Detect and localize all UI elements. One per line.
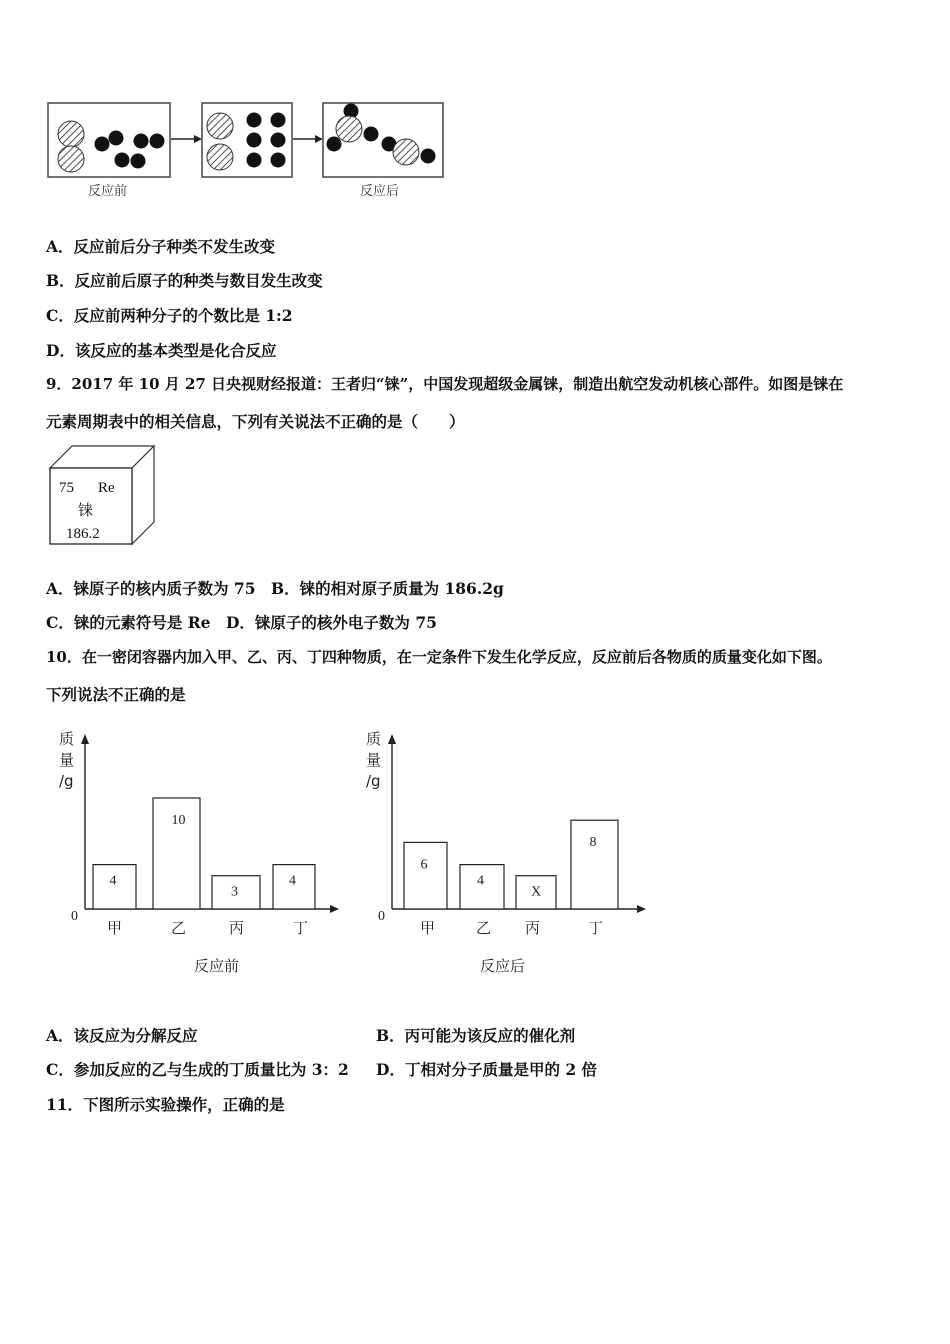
caption-after: 反应后 [360, 184, 400, 199]
hatched-atom [207, 113, 233, 139]
q10-option-a: A．该反应为分解反应 [46, 1026, 198, 1045]
y-axis-label: /g [366, 772, 381, 790]
bar-chart-before [55, 722, 355, 982]
black-atom [247, 133, 262, 148]
black-atom [247, 153, 262, 168]
element-mass: 186.2 [66, 526, 100, 542]
category-label: 丙 [525, 919, 541, 937]
intermediate-box [202, 103, 292, 177]
category-label: 丙 [229, 919, 245, 937]
y-axis-label: /g [59, 772, 74, 790]
bar [404, 842, 447, 909]
y-axis-arrow-icon [388, 734, 396, 744]
chart-title: 反应后 [480, 957, 526, 975]
q8-option-d: D．该反应的基本类型是化合反应 [46, 341, 277, 360]
black-atom [327, 137, 342, 152]
q10-option-b: B．丙可能为该反应的催化剂 [376, 1026, 576, 1045]
hatched-atom [58, 121, 84, 147]
bar-value-label: 4 [289, 873, 296, 889]
category-label: 甲 [420, 919, 436, 937]
category-label: 丁 [588, 919, 604, 937]
element-number: 75 [59, 480, 74, 496]
element-name: 铼 [78, 501, 94, 519]
before-reaction-box [48, 103, 170, 177]
bar-value-label: 8 [589, 835, 597, 851]
y-axis-arrow-icon [81, 734, 89, 744]
black-atom [115, 153, 130, 168]
arrow-icon [171, 135, 202, 143]
black-atom [247, 113, 262, 128]
q9-stem-line1: 9．2017 年 10 月 27 日央视财经报道：王者归“铼”，中国发现超级金属铼，制造出航空发动机核心部件。如图是铼在 [46, 375, 844, 393]
black-atom [131, 154, 146, 169]
hatched-atom [336, 116, 362, 142]
q9-stem-line2: 元素周期表中的相关信息，下列有关说法不正确的是（ ） [46, 412, 465, 431]
category-label: 乙 [476, 919, 492, 937]
x-axis-arrow-icon [637, 905, 646, 913]
black-atom [95, 137, 110, 152]
bar-value-label: 10 [171, 813, 186, 828]
origin-label: 0 [378, 909, 385, 924]
category-label: 甲 [107, 919, 123, 937]
bar-value-label: X [531, 884, 542, 900]
hatched-atom [207, 144, 233, 170]
element-symbol: Re [98, 480, 115, 496]
q10-option-d: D．丁相对分子质量是甲的 2 倍 [376, 1060, 598, 1079]
origin-label: 0 [71, 909, 78, 924]
caption-before: 反应前 [88, 184, 128, 199]
black-atom [271, 113, 286, 128]
element-cube [46, 442, 158, 550]
bar-value-label: 4 [477, 873, 484, 889]
q9-options-line2: C．铼的元素符号是 Re D．铼原子的核外电子数为 75 [46, 613, 437, 632]
black-atom [109, 131, 124, 146]
x-axis-arrow-icon [330, 905, 339, 913]
bar-chart-after [362, 722, 662, 982]
hatched-atom [58, 146, 84, 172]
category-label: 乙 [171, 919, 187, 937]
y-axis-label: 质 [59, 730, 75, 748]
reaction-diagram [44, 98, 454, 208]
bar-value-label: 4 [109, 873, 117, 889]
q11-stem: 11．下图所示实验操作，正确的是 [46, 1095, 285, 1114]
black-atom [364, 127, 379, 142]
bar-value-label: 6 [420, 857, 428, 873]
category-label: 丁 [293, 919, 309, 937]
q9-options-line1: A．铼原子的核内质子数为 75 B．铼的相对原子质量为 186.2g [46, 579, 504, 598]
chart-title: 反应前 [194, 957, 240, 975]
black-atom [421, 149, 436, 164]
q8-option-a: A．反应前后分子种类不发生改变 [46, 237, 276, 256]
q10-stem-line1: 10．在一密闭容器内加入甲、乙、丙、丁四种物质，在一定条件下发生化学反应，反应前后各物质的质量变化如下图。 [46, 648, 832, 666]
y-axis-label: 质 [366, 730, 382, 748]
q8-option-b: B．反应前后原子的种类与数目发生改变 [46, 271, 323, 290]
black-atom [271, 133, 286, 148]
q10-stem-line2: 下列说法不正确的是 [46, 685, 186, 704]
after-reaction-box [323, 103, 443, 177]
black-atom [134, 134, 149, 149]
arrow-icon [293, 135, 323, 143]
y-axis-label: 量 [366, 751, 382, 769]
black-atom [271, 153, 286, 168]
bar [571, 820, 618, 909]
y-axis-label: 量 [59, 751, 75, 769]
hatched-atom [393, 139, 419, 165]
q8-option-c: C．反应前两种分子的个数比是 1:2 [46, 306, 293, 325]
q10-option-c: C．参加反应的乙与生成的丁质量比为 3：2 [46, 1060, 349, 1079]
black-atom [150, 134, 165, 149]
bar-value-label: 3 [231, 884, 238, 900]
